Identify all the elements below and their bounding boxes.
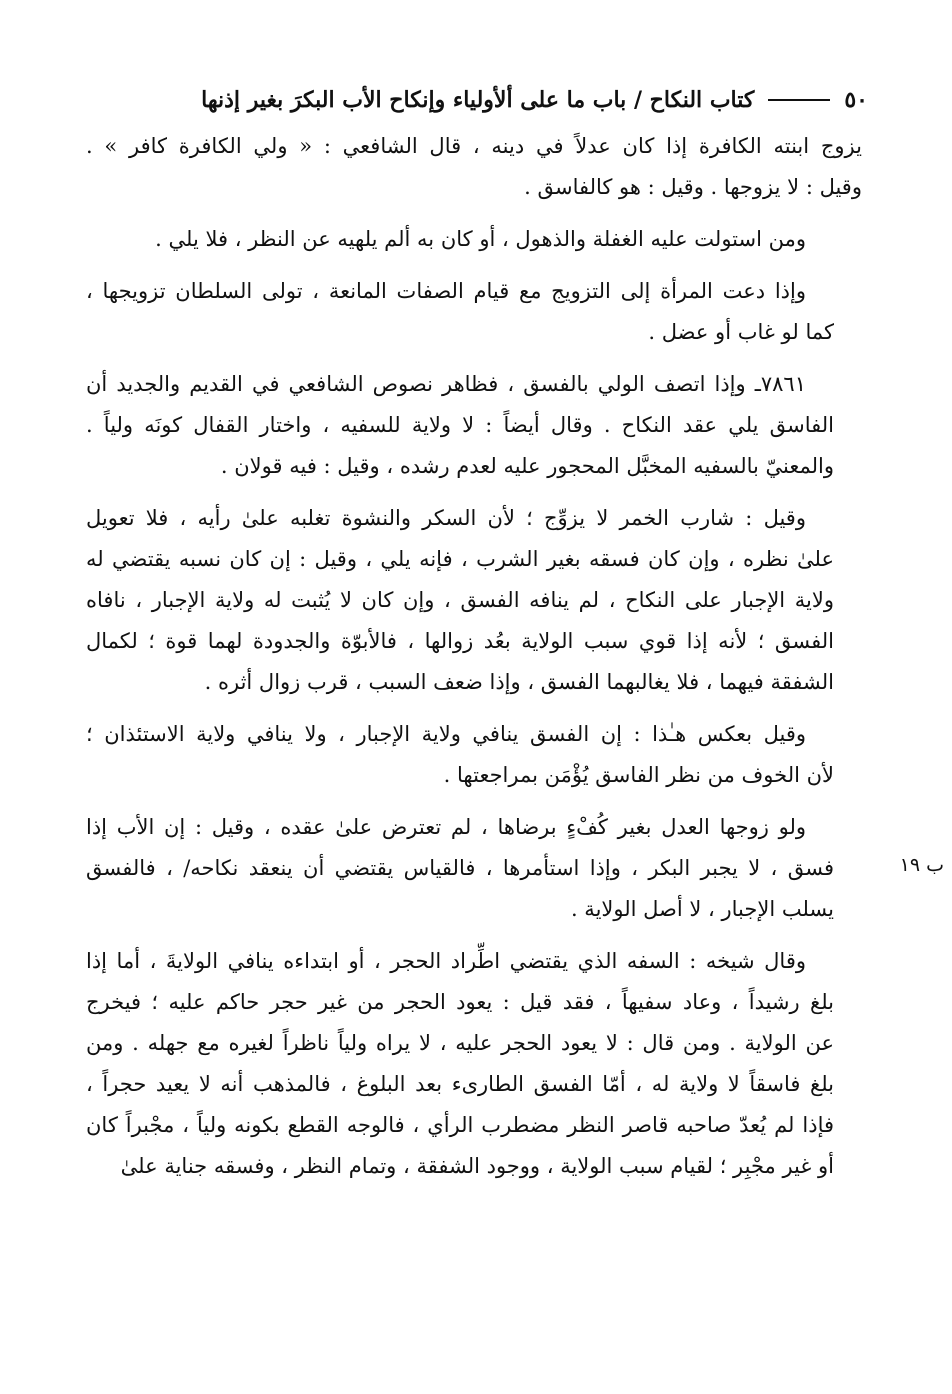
paragraph [86, 807, 862, 930]
text-line: يزوج ابنته الكافرة إذا كان عدلاً في دينه ، قال الشافعي : « ولي الكافرة كافر » . [86, 134, 862, 158]
text-line: يسلب الإجبار ، لا أصل الولاية . [570, 897, 834, 921]
running-header [88, 80, 868, 120]
text-line: الفاسق يلي عقد النكاح . وقال أيضاً : لا ولاية للسفيه ، واختار القفال كونَه ولياً . [86, 413, 834, 437]
page-number: ٥٠ [844, 87, 868, 113]
text-line: ولاية الإجبار على النكاح ، لم ينافه الفسق ، وإن كان لا يُثبت له ولاية الإجبار ، نافاه [86, 588, 834, 612]
paragraph [86, 714, 862, 796]
header-rule [768, 99, 830, 101]
paragraph [86, 364, 862, 487]
text-line: ٧٨٦١ـ وإذا اتصف الولي بالفسق ، فظاهر نصوص الشافعي في القديم والجديد أن [86, 372, 806, 396]
text-line: فسق ، لا يجبر البكر ، وإذا استأمرها ، فالقياس يقتضي أن ينعقد نكاحه/ ، فالفسق [86, 856, 834, 880]
text-line: وقيل : شارب الخمر لا يزوِّج ؛ لأن السكر والنشوة تغلبه علىٰ رأيه ، فلا تعويل [86, 506, 806, 530]
text-line: والمعنيّ بالسفيه المخبَّل المحجور عليه لعدم رشده ، وقيل : فيه قولان . [220, 454, 834, 478]
text-line: وقيل : لا يزوجها . وقيل : هو كالفاسق . [524, 175, 862, 199]
text-line: ولو زوجها العدل بغير كُفْءٍ برضاها ، لم تعترض علىٰ عقده ، وقيل : إن الأب إذا [86, 815, 806, 839]
text-line: وقال شيخه : السفه الذي يقتضي اطِّراد الحجر ، أو ابتداءه ينافي الولايةَ ، أما إذا [86, 949, 806, 973]
text-line: وإذا دعت المرأة إلى التزويج مع قيام الصفات المانعة ، تولى السلطان تزويجها ، [86, 279, 806, 303]
text-line: لأن الخوف من نظر الفاسق يُؤْمَن بمراجعتها . [443, 763, 834, 787]
text-line: أو غير مجْبِر ؛ لقيام سبب الولاية ، ووجود الشفقة ، وتمام النظر ، وفسقه جناية علىٰ [120, 1154, 834, 1178]
text-line: بلغ فاسقاً لا ولاية له ، أمّا الفسق الطارىء بعد البلوغ ، فالمذهب أنه لا يعيد حجراً ، [86, 1072, 834, 1096]
text-line: ومن استولت عليه الغفلة والذهول ، أو كان به ألم يلهيه عن النظر ، فلا يلي . [155, 227, 806, 251]
text-line: عن الولاية . ومن قال : لا يعود الحجر عليه ، لا يراه ولياً ناظراً لغيره مع جهله . ومن [86, 1031, 834, 1055]
text-line: علىٰ نظره ، وإن كان فسقه بغير الشرب ، فإنه يلي ، وقيل : إن كان نسبه يقتضي له [86, 547, 834, 571]
text-line: بلغ رشيداً ، وعاد سفيهاً ، فقد قيل : يعود الحجر من غير حجر حاكم عليه ؛ فيخرج [86, 990, 834, 1014]
paragraph [86, 498, 862, 703]
text-line: فإذا لم يُعدّ صاحبه قاصر النظر مضطرب الرأي ، فالوجه القطع بكونه ولياً ، مجْبراً كان [86, 1113, 834, 1137]
text-line: الشفقة فيهما ، فلا يغالبهما الفسق ، وإذا ضعف السبب ، قرب زوال أثره . [204, 670, 834, 694]
margin-folio-note: ب ١٩ [899, 854, 944, 876]
text-line: كما لو غاب أو عضل . [648, 320, 834, 344]
text-line: الفسق ؛ لأنه إذا قوي سبب الولاية بعُد زوالها ، فالأبوّة والجدودة لهما قوة ؛ لكمال [86, 629, 834, 653]
body-text [86, 126, 862, 1198]
text-line: وقيل بعكس هـٰذا : إن الفسق ينافي ولاية الإجبار ، ولا ينافي ولاية الاستئذان ؛ [86, 722, 806, 746]
paragraph [86, 126, 862, 208]
header-title: كتاب النكاح / باب ما على ألأولياء وإنكاح الأب البكرَ بغير إذنها [201, 87, 755, 113]
paragraph [86, 271, 862, 353]
paragraph [86, 941, 862, 1187]
paragraph [86, 219, 862, 260]
